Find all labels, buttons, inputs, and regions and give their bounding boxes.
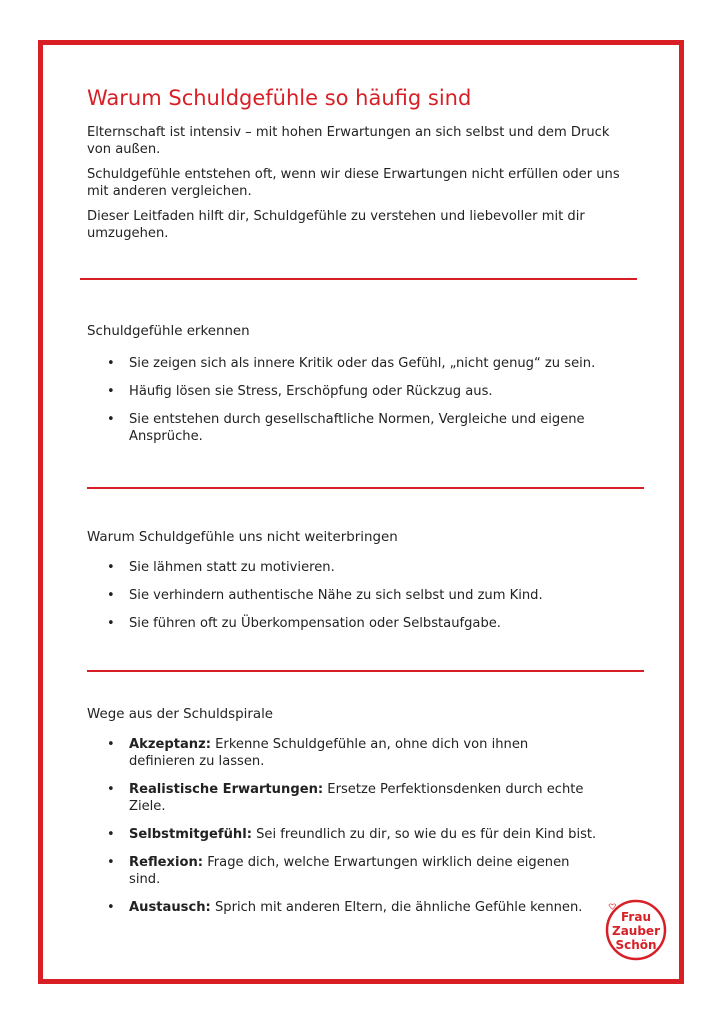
intro-paragraph-2: Schuldgefühle entstehen oft, wenn wir diese Erwartungen nicht erfüllen oder uns mit anderen vergleichen. (87, 167, 620, 199)
why-list (87, 559, 607, 643)
bullet-icon: • (107, 900, 115, 915)
section-heading-why: Warum Schuldgefühle uns nicht weiterbringen (87, 530, 398, 545)
bullet-icon: • (107, 588, 115, 603)
list-item: • Reflexion: Frage dich, welche Erwartungen wirklich deine eigenen sind. (107, 855, 570, 887)
ways-out-list (87, 736, 597, 927)
list-item: • Sie lähmen statt zu motivieren. (107, 560, 335, 575)
list-item: • Sie zeigen sich als innere Kritik oder das Gefühl, „nicht genug“ zu sein. (107, 356, 596, 371)
list-item: • Realistische Erwartungen: Ersetze Perfektionsdenken durch echte Ziele. (107, 782, 584, 814)
logo-line-3: Schön (615, 938, 657, 952)
bullet-icon: • (107, 782, 115, 797)
bullet-icon: • (107, 616, 115, 631)
list-item: • Akzeptanz: Erkenne Schuldgefühle an, ohne dich von ihnen definieren zu lassen. (107, 737, 529, 769)
page-title: Warum Schuldgefühle so häufig sind (87, 86, 472, 110)
logo-line-1: Frau (621, 910, 651, 924)
bullet-icon: • (107, 356, 115, 371)
bullet-icon: • (107, 855, 115, 870)
section-divider (87, 670, 644, 672)
bullet-icon: • (107, 827, 115, 842)
frau-zauber-schoen-logo (605, 899, 667, 961)
recognize-list (87, 355, 607, 456)
bullet-icon: • (107, 412, 115, 427)
bullet-icon: • (107, 737, 115, 752)
section-heading-ways-out: Wege aus der Schuldspirale (87, 707, 274, 722)
intro-paragraph-1: Elternschaft ist intensiv – mit hohen Erwartungen an sich selbst und dem Druck von außen. (87, 125, 610, 157)
bullet-icon: • (107, 384, 115, 399)
bullet-icon: • (107, 560, 115, 575)
list-item: • Selbstmitgefühl: Sei freundlich zu dir, so wie du es für dein Kind bist. (107, 827, 597, 842)
list-item: • Austausch: Sprich mit anderen Eltern, die ähnliche Gefühle kennen. (107, 900, 583, 915)
list-item: • Sie führen oft zu Überkompensation oder Selbstaufgabe. (107, 616, 501, 631)
list-item: • Sie verhindern authentische Nähe zu sich selbst und zum Kind. (107, 588, 543, 603)
logo-line-2: Zauber (612, 924, 660, 938)
section-divider (87, 487, 644, 489)
list-item: • Häufig lösen sie Stress, Erschöpfung oder Rückzug aus. (107, 384, 493, 399)
section-heading-recognize: Schuldgefühle erkennen (87, 324, 250, 339)
list-item: • Sie entstehen durch gesellschaftliche Normen, Vergleiche und eigene Ansprüche. (107, 412, 585, 444)
section-divider (80, 278, 637, 280)
intro-paragraph-3: Dieser Leitfaden hilft dir, Schuldgefühle zu verstehen und liebevoller mit dir umzugehen. (87, 209, 585, 241)
